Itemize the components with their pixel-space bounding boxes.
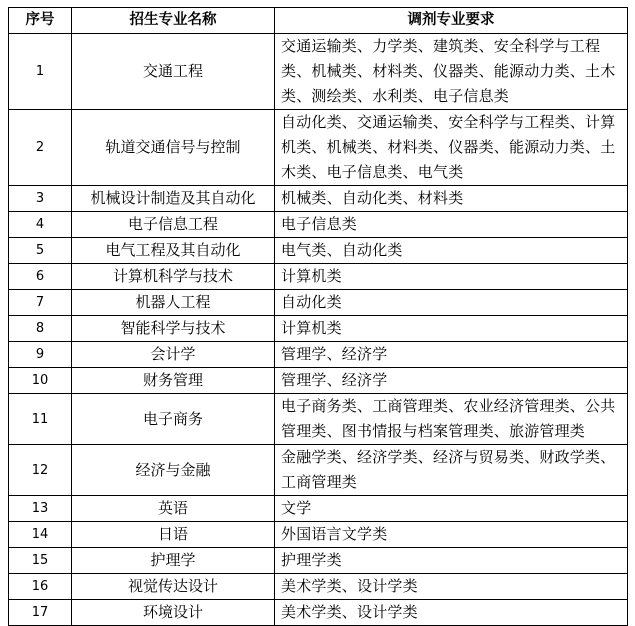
table-row [9, 574, 628, 600]
row-major: 英语 [72, 496, 275, 522]
row-requirement: 电气类、自动化类 [275, 238, 628, 264]
row-major: 智能科学与技术 [72, 316, 275, 342]
row-seq: 11 [9, 394, 72, 445]
header-major: 招生专业名称 [72, 8, 275, 34]
header-seq: 序号 [9, 8, 72, 34]
table-row [9, 264, 628, 290]
row-requirement: 美术学类、设计学类 [275, 600, 628, 626]
table-row [9, 368, 628, 394]
row-seq: 9 [9, 342, 72, 368]
table-row [9, 342, 628, 368]
row-major: 会计学 [72, 342, 275, 368]
row-major: 环境设计 [72, 600, 275, 626]
row-major: 护理学 [72, 548, 275, 574]
row-seq: 7 [9, 290, 72, 316]
row-seq: 15 [9, 548, 72, 574]
table-row [9, 290, 628, 316]
row-major: 轨道交通信号与控制 [72, 110, 275, 186]
table-row [9, 445, 628, 496]
row-requirement: 机械类、自动化类、材料类 [275, 186, 628, 212]
table-row [9, 600, 628, 626]
row-requirement: 计算机类 [275, 264, 628, 290]
row-seq: 1 [9, 34, 72, 110]
row-major: 计算机科学与技术 [72, 264, 275, 290]
row-requirement: 自动化类、交通运输类、安全科学与工程类、计算机类、机械类、材料类、仪器类、能源动力类、土木类、电子信息类、电气类 [275, 110, 628, 186]
row-major: 财务管理 [72, 368, 275, 394]
row-major: 电子商务 [72, 394, 275, 445]
row-requirement: 管理学、经济学 [275, 342, 628, 368]
row-seq: 17 [9, 600, 72, 626]
table-row [9, 110, 628, 186]
table-row [9, 522, 628, 548]
table-row [9, 394, 628, 445]
table-row [9, 548, 628, 574]
table-row [9, 496, 628, 522]
row-seq: 14 [9, 522, 72, 548]
row-major: 电气工程及其自动化 [72, 238, 275, 264]
row-requirement: 文学 [275, 496, 628, 522]
row-requirement: 管理学、经济学 [275, 368, 628, 394]
table-row [9, 238, 628, 264]
row-requirement: 自动化类 [275, 290, 628, 316]
row-major: 日语 [72, 522, 275, 548]
row-requirement: 美术学类、设计学类 [275, 574, 628, 600]
row-major: 机械设计制造及其自动化 [72, 186, 275, 212]
table-body [9, 34, 628, 626]
table-row [9, 186, 628, 212]
row-major: 电子信息工程 [72, 212, 275, 238]
row-major: 机器人工程 [72, 290, 275, 316]
row-seq: 13 [9, 496, 72, 522]
admission-adjustment-table [8, 7, 628, 626]
row-seq: 16 [9, 574, 72, 600]
row-requirement: 护理学类 [275, 548, 628, 574]
row-seq: 8 [9, 316, 72, 342]
row-seq: 12 [9, 445, 72, 496]
row-seq: 3 [9, 186, 72, 212]
row-seq: 10 [9, 368, 72, 394]
row-seq: 5 [9, 238, 72, 264]
row-requirement: 交通运输类、力学类、建筑类、安全科学与工程类、机械类、材料类、仪器类、能源动力类、土木类、测绘类、水利类、电子信息类 [275, 34, 628, 110]
table-row [9, 34, 628, 110]
row-major: 视觉传达设计 [72, 574, 275, 600]
header-row [9, 8, 628, 34]
row-major: 经济与金融 [72, 445, 275, 496]
row-requirement: 金融学类、经济学类、经济与贸易类、财政学类、工商管理类 [275, 445, 628, 496]
row-seq: 6 [9, 264, 72, 290]
row-major: 交通工程 [72, 34, 275, 110]
row-requirement: 计算机类 [275, 316, 628, 342]
row-seq: 4 [9, 212, 72, 238]
table-row [9, 212, 628, 238]
table-row [9, 316, 628, 342]
header-requirement: 调剂专业要求 [275, 8, 628, 34]
row-seq: 2 [9, 110, 72, 186]
row-requirement: 电子商务类、工商管理类、农业经济管理类、公共管理类、图书情报与档案管理类、旅游管理类 [275, 394, 628, 445]
row-requirement: 电子信息类 [275, 212, 628, 238]
row-requirement: 外国语言文学类 [275, 522, 628, 548]
